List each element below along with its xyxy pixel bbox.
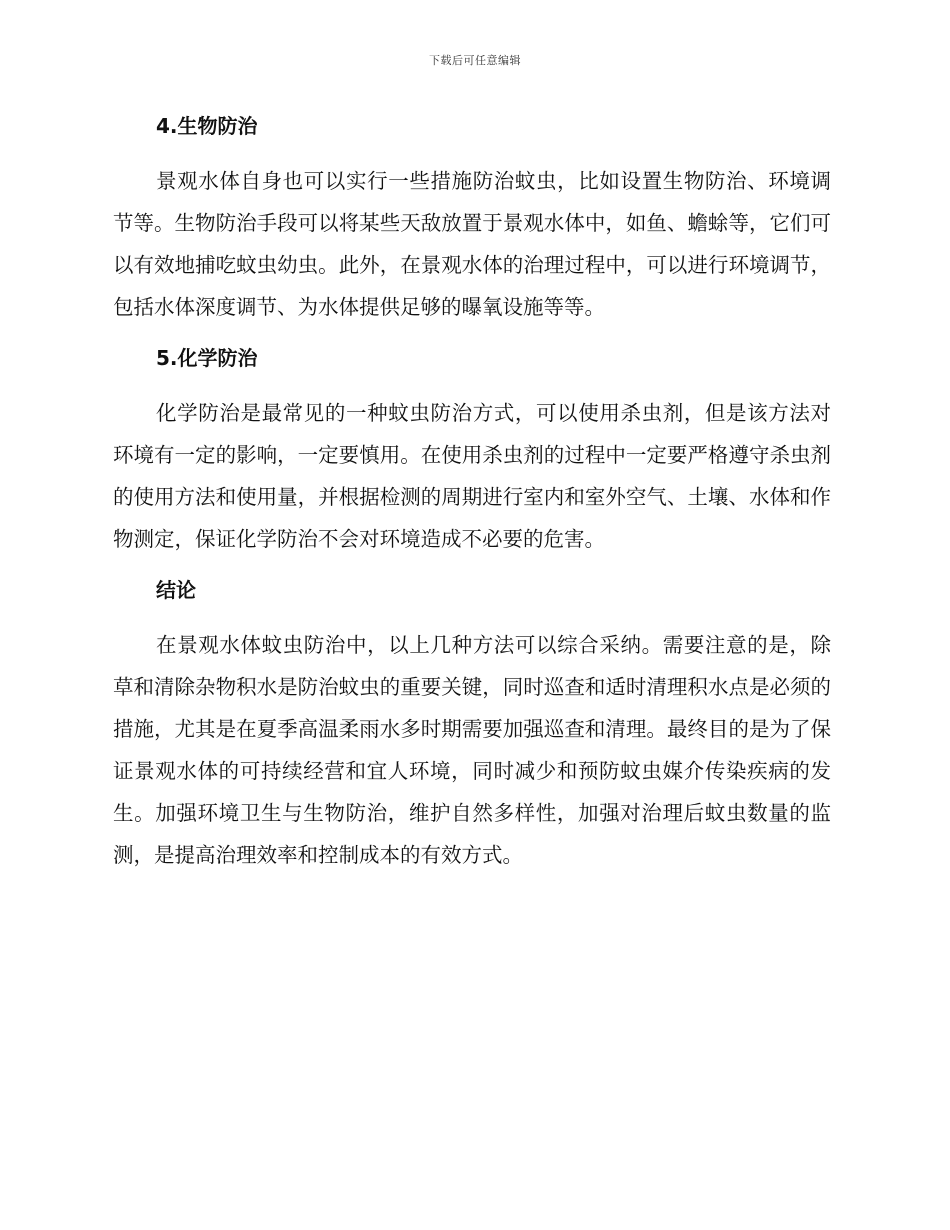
section-paragraph-biological-control: 景观水体自身也可以实行一些措施防治蚊虫，比如设置生物防治、环境调节等。生物防治手段可以将某些天敌放置于景观水体中，如鱼、蟾蜍等，它们可以有效地捕吃蚊虫幼虫。此外，在景观水体的治理过程中，可以进行环境调节，包括水体深度调节、为水体提供足够的曝氧设施等等。 (113, 169, 831, 319)
document-body (113, 110, 831, 890)
page-header: 下载后可任意编辑 (429, 54, 521, 67)
section-heading-chemical-control: 5.化学防治 (156, 346, 258, 370)
section-paragraph-conclusion: 在景观水体蚊虫防治中，以上几种方法可以综合采纳。需要注意的是，除草和清除杂物积水是防治蚊虫的重要关键，同时巡查和适时清理积水点是必须的措施，尤其是在夏季高温柔雨水多时期需要加强巡查和清理。最终目的是为了保证景观水体的可持续经营和宜人环境，同时减少和预防蚊虫媒介传染疾病的发生。加强环境卫生与生物防治，维护自然多样性，加强对治理后蚊虫数量的监测，是提高治理效率和控制成本的有效方式。 (113, 633, 831, 867)
section-heading-conclusion: 结论 (156, 578, 196, 602)
section-heading-biological-control: 4.生物防治 (156, 114, 258, 138)
section-paragraph-chemical-control: 化学防治是最常见的一种蚊虫防治方式，可以使用杀虫剂，但是该方法对环境有一定的影响，一定要慎用。在使用杀虫剂的过程中一定要严格遵守杀虫剂的使用方法和使用量，并根据检测的周期进行室内和室外空气、土壤、水体和作物测定，保证化学防治不会对环境造成不必要的危害。 (113, 401, 831, 551)
